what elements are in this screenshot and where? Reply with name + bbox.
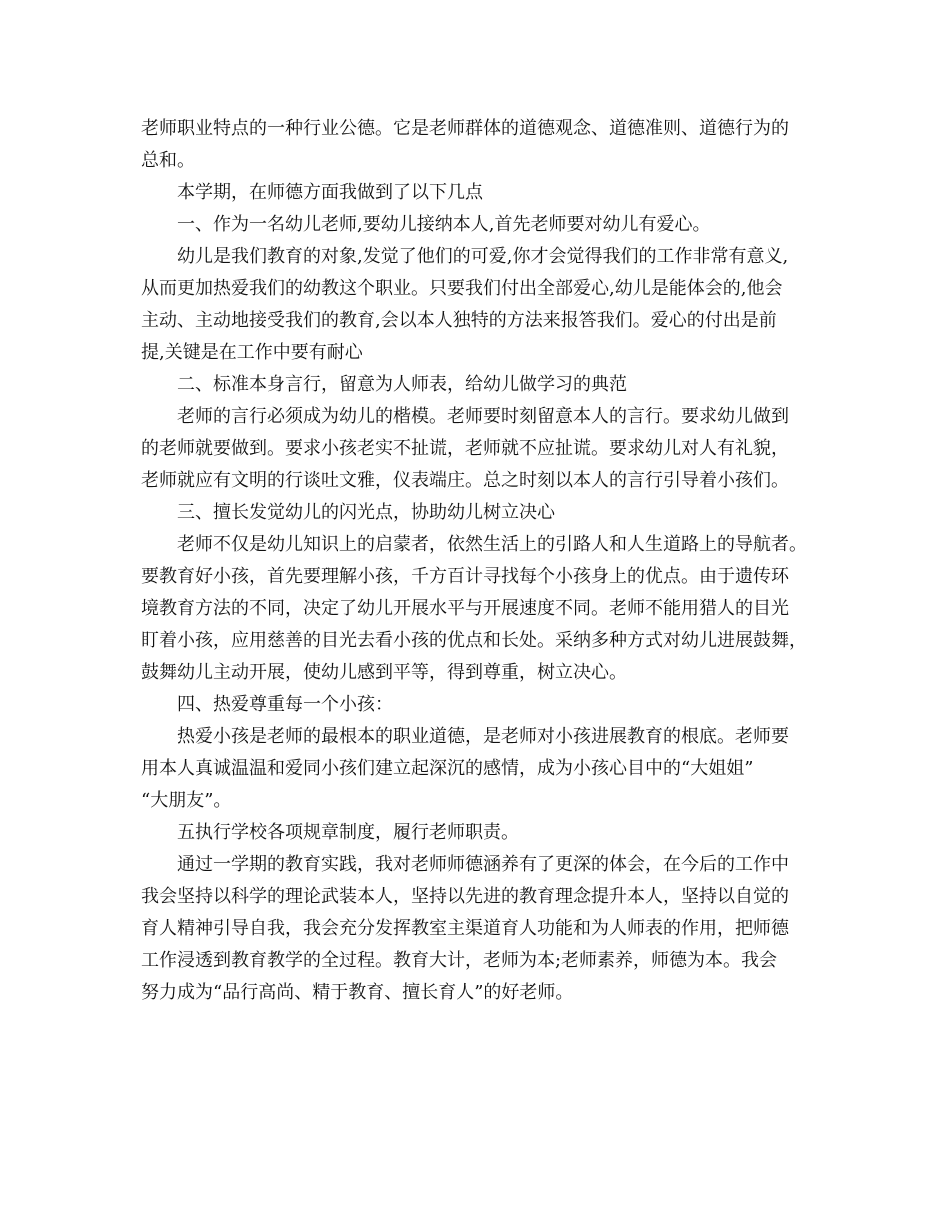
section-heading: 二、标准本身言行，留意为人师表，给幼儿做学习的典范 xyxy=(177,374,627,395)
text-line: 通过一学期的教育实践，我对老师师德涵养有了更深的体会，在今后的工作中 xyxy=(177,854,789,875)
text-line: 提,关键是在工作中要有耐心 xyxy=(141,342,363,363)
section-heading: 一、作为一名幼儿老师,要幼儿接纳本人,首先老师要对幼儿有爱心。 xyxy=(177,214,711,235)
text-line: 老师不仅是幼儿知识上的启蒙者，依然生活上的引路人和人生道路上的导航者。 xyxy=(177,534,807,555)
text-line: 育人精神引导自我，我会充分发挥教室主渠道育人功能和为人师表的作用，把师德 xyxy=(141,918,789,939)
text-line: 用本人真诚温温和爱同小孩们建立起深沉的感情，成为小孩心目中的“大姐姐” xyxy=(141,758,754,779)
text-line: 主动、主动地接受我们的教育,会以本人独特的方法来报答我们。爱心的付出是前 xyxy=(141,310,777,331)
section-heading: 三、擅长发觉幼儿的闪光点，协助幼儿树立决心 xyxy=(177,502,555,523)
text-line: “大朋友”。 xyxy=(141,790,232,811)
text-line: 本学期，在师德方面我做到了以下几点 xyxy=(177,182,483,203)
text-line: 努力成为“品行高尚、精于教育、擅长育人”的好老师。 xyxy=(141,982,574,1003)
section-heading: 四、热爱尊重每一个小孩： xyxy=(177,694,393,715)
text-line: 从而更加热爱我们的幼教这个职业。只要我们付出全部爱心,幼儿是能体会的,他会 xyxy=(141,278,783,299)
text-line: 境教育方法的不同，决定了幼儿开展水平与开展速度不同。老师不能用猎人的目光 xyxy=(141,598,789,619)
document-body xyxy=(141,113,813,1009)
text-line: 老师职业特点的一种行业公德。它是老师群体的道德观念、道德准则、道德行为的 xyxy=(141,118,789,139)
text-line: 老师就应有文明的行谈吐文雅，仪表端庄。总之时刻以本人的言行引导着小孩们。 xyxy=(141,470,789,491)
text-line: 幼儿是我们教育的对象,发觉了他们的可爱,你才会觉得我们的工作非常有意义, xyxy=(177,246,789,267)
text-line: 老师的言行必须成为幼儿的楷模。老师要时刻留意本人的言行。要求幼儿做到 xyxy=(177,406,789,427)
text-line: 要教育好小孩，首先要理解小孩，千方百计寻找每个小孩身上的优点。由于遗传环 xyxy=(141,566,789,587)
text-line: 工作浸透到教育教学的全过程。教育大计，老师为本;老师素养，师德为本。我会 xyxy=(141,950,778,971)
text-line: 总和。 xyxy=(141,150,195,171)
text-line: 盯着小孩，应用慈善的目光去看小孩的优点和长处。采纳多种方式对幼儿进展鼓舞， xyxy=(141,630,807,651)
text-line: 我会坚持以科学的理论武装本人，坚持以先进的教育理念提升本人，坚持以自觉的 xyxy=(141,886,789,907)
text-line: 热爱小孩是老师的最根本的职业道德，是老师对小孩进展教育的根底。老师要 xyxy=(177,726,789,747)
section-heading: 五执行学校各项规章制度，履行老师职责。 xyxy=(177,822,519,843)
text-line: 的老师就要做到。要求小孩老实不扯谎，老师就不应扯谎。要求幼儿对人有礼貌， xyxy=(141,438,789,459)
text-line: 鼓舞幼儿主动开展，使幼儿感到平等，得到尊重，树立决心。 xyxy=(141,662,627,683)
